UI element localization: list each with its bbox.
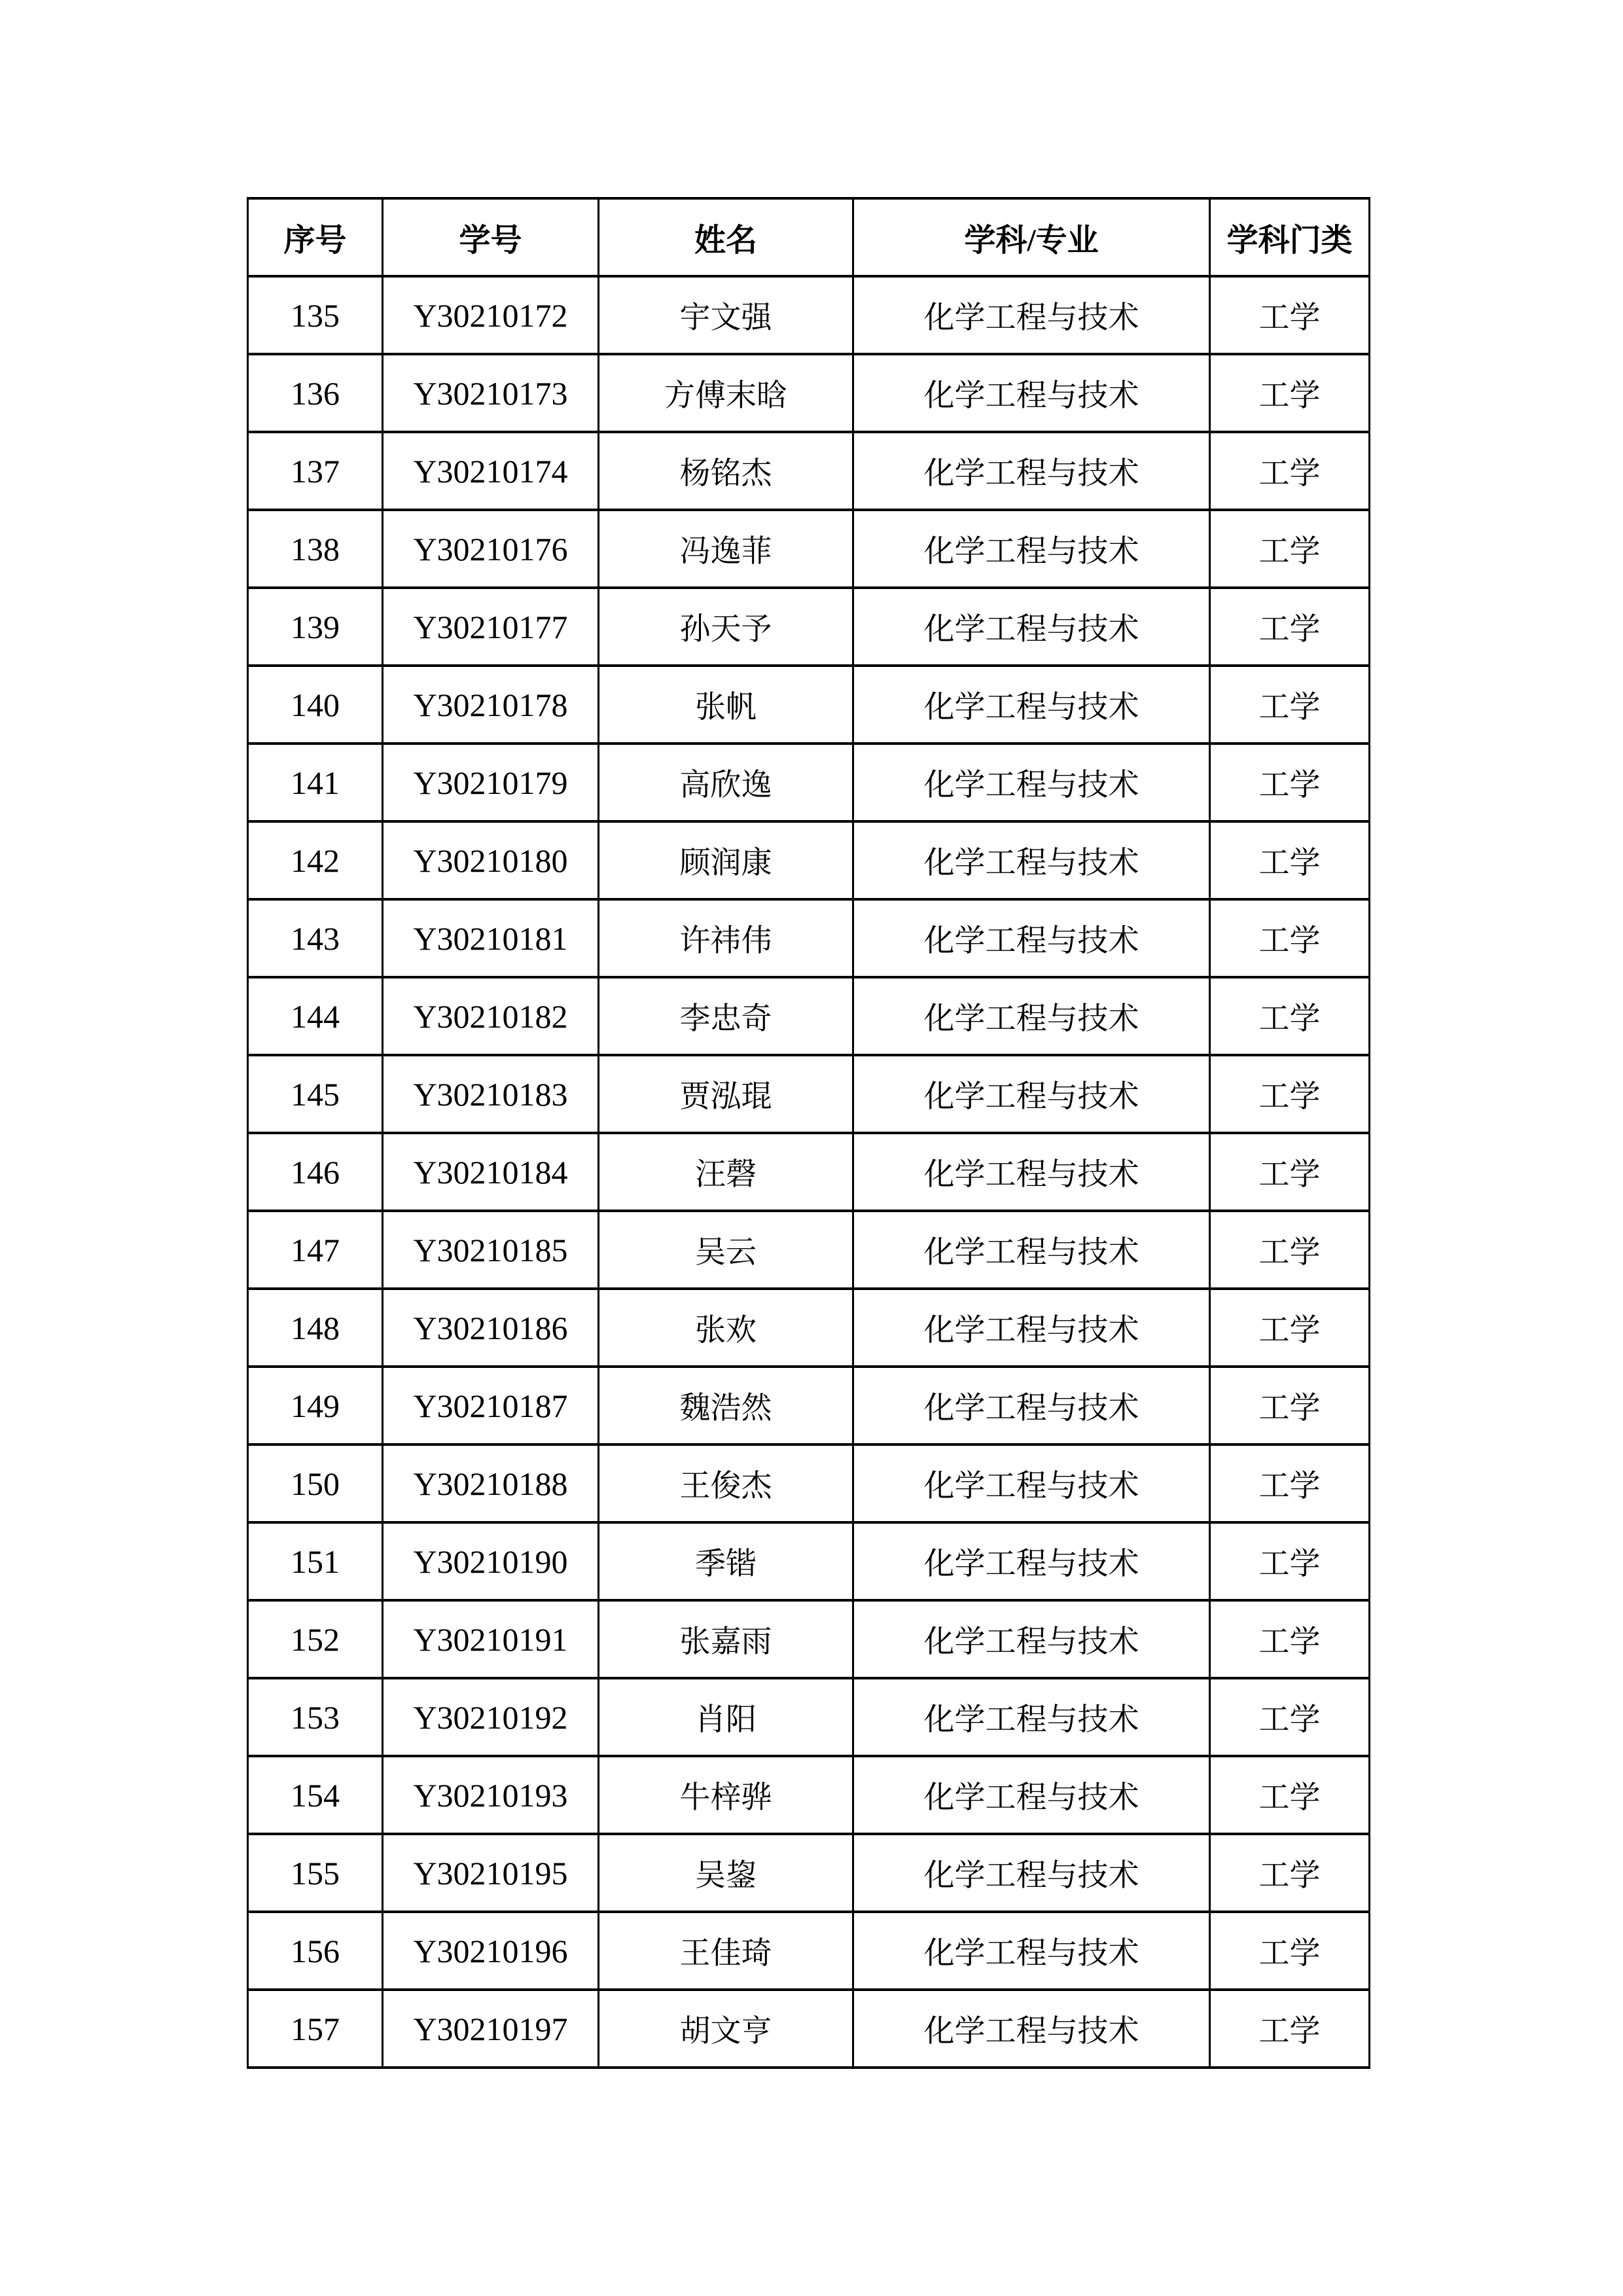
major-cell: 化学工程与技术 (853, 977, 1210, 1055)
student-id-cell: Y30210179 (383, 744, 599, 821)
major-cell: 化学工程与技术 (853, 1211, 1210, 1289)
seq-cell: 156 (248, 1912, 383, 1990)
name-cell: 牛梓骅 (599, 1756, 853, 1834)
student-id-cell: Y30210196 (383, 1912, 599, 1990)
name-cell: 吴鋆 (599, 1834, 853, 1912)
table-row (248, 1133, 1370, 1211)
name-cell: 方傅末晗 (599, 354, 853, 432)
major-cell: 化学工程与技术 (853, 432, 1210, 510)
student-id-cell: Y30210185 (383, 1211, 599, 1289)
name-cell: 王俊杰 (599, 1444, 853, 1522)
student-id-cell: Y30210177 (383, 588, 599, 666)
seq-cell: 153 (248, 1678, 383, 1756)
major-cell: 化学工程与技术 (853, 899, 1210, 977)
seq-cell: 147 (248, 1211, 383, 1289)
student-id-cell: Y30210174 (383, 432, 599, 510)
major-cell: 化学工程与技术 (853, 1912, 1210, 1990)
name-cell: 贾泓琨 (599, 1055, 853, 1133)
category-cell: 工学 (1210, 1912, 1370, 1990)
student-id-cell: Y30210192 (383, 1678, 599, 1756)
table-row (248, 821, 1370, 899)
seq-cell: 151 (248, 1522, 383, 1600)
table-row (248, 432, 1370, 510)
seq-cell: 146 (248, 1133, 383, 1211)
seq-cell: 154 (248, 1756, 383, 1834)
category-cell: 工学 (1210, 1055, 1370, 1133)
major-cell: 化学工程与技术 (853, 1522, 1210, 1600)
seq-cell: 152 (248, 1600, 383, 1678)
major-cell: 化学工程与技术 (853, 1600, 1210, 1678)
seq-cell: 143 (248, 899, 383, 977)
table-row (248, 510, 1370, 588)
name-cell: 汪磬 (599, 1133, 853, 1211)
table-row (248, 744, 1370, 821)
table-row (248, 899, 1370, 977)
header-seq: 序号 (248, 198, 383, 276)
seq-cell: 139 (248, 588, 383, 666)
table-row (248, 1990, 1370, 2068)
name-cell: 魏浩然 (599, 1367, 853, 1444)
student-id-cell: Y30210188 (383, 1444, 599, 1522)
category-cell: 工学 (1210, 1444, 1370, 1522)
name-cell: 杨铭杰 (599, 432, 853, 510)
student-id-cell: Y30210180 (383, 821, 599, 899)
header-name: 姓名 (599, 198, 853, 276)
table-row (248, 354, 1370, 432)
table-row (248, 1289, 1370, 1367)
category-cell: 工学 (1210, 354, 1370, 432)
seq-cell: 135 (248, 276, 383, 354)
major-cell: 化学工程与技术 (853, 510, 1210, 588)
seq-cell: 142 (248, 821, 383, 899)
category-cell: 工学 (1210, 1289, 1370, 1367)
seq-cell: 138 (248, 510, 383, 588)
header-student-id: 学号 (383, 198, 599, 276)
student-id-cell: Y30210172 (383, 276, 599, 354)
name-cell: 季锴 (599, 1522, 853, 1600)
student-id-cell: Y30210176 (383, 510, 599, 588)
name-cell: 许祎伟 (599, 899, 853, 977)
table-row (248, 977, 1370, 1055)
category-cell: 工学 (1210, 1600, 1370, 1678)
header-major: 学科/专业 (853, 198, 1210, 276)
major-cell: 化学工程与技术 (853, 1055, 1210, 1133)
major-cell: 化学工程与技术 (853, 1834, 1210, 1912)
header-category: 学科门类 (1210, 198, 1370, 276)
seq-cell: 140 (248, 666, 383, 744)
name-cell: 宇文强 (599, 276, 853, 354)
table-row (248, 1055, 1370, 1133)
category-cell: 工学 (1210, 1522, 1370, 1600)
category-cell: 工学 (1210, 744, 1370, 821)
seq-cell: 141 (248, 744, 383, 821)
student-id-cell: Y30210173 (383, 354, 599, 432)
major-cell: 化学工程与技术 (853, 1678, 1210, 1756)
seq-cell: 136 (248, 354, 383, 432)
category-cell: 工学 (1210, 1990, 1370, 2068)
category-cell: 工学 (1210, 821, 1370, 899)
name-cell: 王佳琦 (599, 1912, 853, 1990)
table-row (248, 1756, 1370, 1834)
name-cell: 高欣逸 (599, 744, 853, 821)
student-id-cell: Y30210182 (383, 977, 599, 1055)
seq-cell: 148 (248, 1289, 383, 1367)
category-cell: 工学 (1210, 977, 1370, 1055)
student-id-cell: Y30210197 (383, 1990, 599, 2068)
name-cell: 冯逸菲 (599, 510, 853, 588)
category-cell: 工学 (1210, 1756, 1370, 1834)
major-cell: 化学工程与技术 (853, 821, 1210, 899)
major-cell: 化学工程与技术 (853, 1289, 1210, 1367)
seq-cell: 157 (248, 1990, 383, 2068)
major-cell: 化学工程与技术 (853, 1444, 1210, 1522)
category-cell: 工学 (1210, 1678, 1370, 1756)
table-row (248, 1211, 1370, 1289)
table-row (248, 1834, 1370, 1912)
major-cell: 化学工程与技术 (853, 354, 1210, 432)
category-cell: 工学 (1210, 666, 1370, 744)
student-id-cell: Y30210181 (383, 899, 599, 977)
category-cell: 工学 (1210, 588, 1370, 666)
seq-cell: 150 (248, 1444, 383, 1522)
major-cell: 化学工程与技术 (853, 1990, 1210, 2068)
name-cell: 吴云 (599, 1211, 853, 1289)
table-row (248, 276, 1370, 354)
student-id-cell: Y30210178 (383, 666, 599, 744)
table-row (248, 1912, 1370, 1990)
major-cell: 化学工程与技术 (853, 666, 1210, 744)
student-id-cell: Y30210186 (383, 1289, 599, 1367)
category-cell: 工学 (1210, 1133, 1370, 1211)
table-row (248, 1522, 1370, 1600)
seq-cell: 137 (248, 432, 383, 510)
category-cell: 工学 (1210, 510, 1370, 588)
table-row (248, 666, 1370, 744)
name-cell: 顾润康 (599, 821, 853, 899)
table-row (248, 1367, 1370, 1444)
major-cell: 化学工程与技术 (853, 588, 1210, 666)
student-id-cell: Y30210183 (383, 1055, 599, 1133)
name-cell: 张欢 (599, 1289, 853, 1367)
major-cell: 化学工程与技术 (853, 744, 1210, 821)
table-row (248, 588, 1370, 666)
major-cell: 化学工程与技术 (853, 1133, 1210, 1211)
student-id-cell: Y30210184 (383, 1133, 599, 1211)
student-id-cell: Y30210187 (383, 1367, 599, 1444)
student-id-cell: Y30210190 (383, 1522, 599, 1600)
category-cell: 工学 (1210, 1367, 1370, 1444)
category-cell: 工学 (1210, 1211, 1370, 1289)
major-cell: 化学工程与技术 (853, 276, 1210, 354)
category-cell: 工学 (1210, 899, 1370, 977)
name-cell: 张嘉雨 (599, 1600, 853, 1678)
name-cell: 张帆 (599, 666, 853, 744)
major-cell: 化学工程与技术 (853, 1367, 1210, 1444)
table-row (248, 1678, 1370, 1756)
seq-cell: 144 (248, 977, 383, 1055)
student-id-cell: Y30210193 (383, 1756, 599, 1834)
category-cell: 工学 (1210, 1834, 1370, 1912)
table-row (248, 1600, 1370, 1678)
category-cell: 工学 (1210, 276, 1370, 354)
name-cell: 李忠奇 (599, 977, 853, 1055)
student-roster-table (247, 197, 1370, 2069)
seq-cell: 155 (248, 1834, 383, 1912)
header-row (248, 198, 1370, 276)
student-id-cell: Y30210191 (383, 1600, 599, 1678)
student-id-cell: Y30210195 (383, 1834, 599, 1912)
name-cell: 孙天予 (599, 588, 853, 666)
category-cell: 工学 (1210, 432, 1370, 510)
name-cell: 胡文亨 (599, 1990, 853, 2068)
name-cell: 肖阳 (599, 1678, 853, 1756)
seq-cell: 149 (248, 1367, 383, 1444)
major-cell: 化学工程与技术 (853, 1756, 1210, 1834)
seq-cell: 145 (248, 1055, 383, 1133)
table-row (248, 1444, 1370, 1522)
